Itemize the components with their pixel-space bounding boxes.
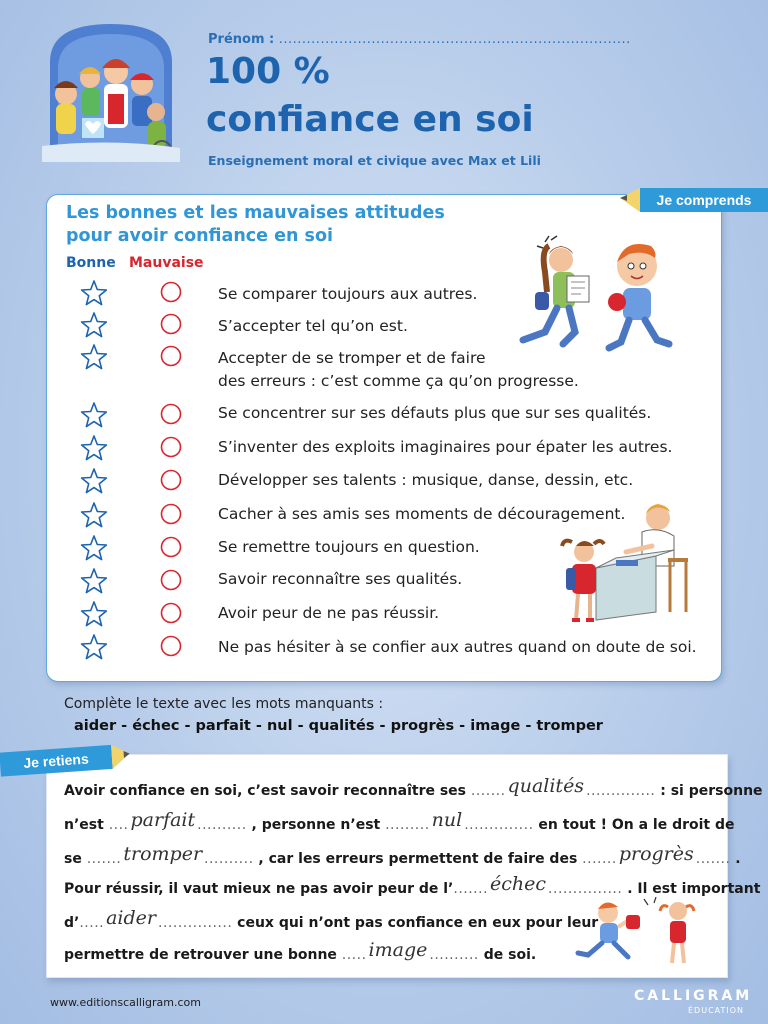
circle-checkbox-mauvaise[interactable] bbox=[160, 569, 182, 591]
star-checkbox-bonne[interactable] bbox=[80, 343, 108, 371]
star-checkbox-bonne[interactable] bbox=[80, 279, 108, 307]
exercise-line-6: permettre de retrouver une bonne ..... image .......... de soi. bbox=[64, 939, 537, 963]
star-checkbox-bonne[interactable] bbox=[80, 401, 108, 429]
star-checkbox-bonne[interactable] bbox=[80, 600, 108, 628]
star-checkbox-bonne[interactable] bbox=[80, 567, 108, 595]
page-title-line2: confiance en soi bbox=[206, 99, 534, 140]
circle-checkbox-mauvaise[interactable] bbox=[160, 345, 182, 367]
attitude-text-line2: des erreurs : c’est comme ça qu’on progresse. bbox=[218, 372, 579, 390]
circle-checkbox-mauvaise[interactable] bbox=[160, 536, 182, 558]
page-title-line1: 100 % bbox=[206, 51, 330, 92]
word-bank: aider - échec - parfait - nul - qualités - progrès - image - tromper bbox=[74, 718, 603, 734]
attitude-text: Savoir reconnaître ses qualités. bbox=[218, 570, 463, 588]
circle-checkbox-mauvaise[interactable] bbox=[160, 436, 182, 458]
je-comprends-tab bbox=[620, 186, 768, 214]
exercise-line-5: d’..... aider ............... ceux qui n’ont pas confiance en eux pour leur bbox=[64, 907, 599, 931]
prenom-field[interactable] bbox=[208, 32, 631, 47]
circle-checkbox-mauvaise[interactable] bbox=[160, 313, 182, 335]
answer-image[interactable]: image bbox=[368, 939, 428, 961]
star-checkbox-bonne[interactable] bbox=[80, 534, 108, 562]
attitude-text: Cacher à ses amis ses moments de découragement. bbox=[218, 505, 626, 523]
calligram-logo: CALLIGRAM bbox=[634, 988, 753, 1004]
girl-at-desk-illustration bbox=[556, 502, 706, 632]
column-header-mauvaise: Mauvaise bbox=[129, 255, 204, 271]
attitude-text: Accepter de se tromper et de faire bbox=[218, 349, 486, 367]
column-header-bonne: Bonne bbox=[66, 255, 116, 271]
je-comprends-label: Je comprends bbox=[656, 192, 752, 208]
page-subtitle: Enseignement moral et civique avec Max et Lili bbox=[208, 153, 541, 168]
card-title-line2: pour avoir confiance en soi bbox=[66, 226, 333, 246]
circle-checkbox-mauvaise[interactable] bbox=[160, 281, 182, 303]
answer-progres[interactable]: progrès bbox=[618, 843, 694, 865]
exercise-instruction: Complète le texte avec les mots manquants : bbox=[64, 696, 384, 712]
answer-aider[interactable]: aider bbox=[106, 907, 157, 929]
circle-checkbox-mauvaise[interactable] bbox=[160, 602, 182, 624]
header-illustration bbox=[42, 22, 180, 162]
circle-checkbox-mauvaise[interactable] bbox=[160, 635, 182, 657]
je-retiens-label: Je retiens bbox=[22, 750, 90, 772]
circle-checkbox-mauvaise[interactable] bbox=[160, 403, 182, 425]
answer-echec[interactable]: échec bbox=[490, 873, 547, 895]
answer-tromper[interactable]: tromper bbox=[123, 843, 203, 865]
star-checkbox-bonne[interactable] bbox=[80, 311, 108, 339]
exercise-line-2: n’est .... parfait .......... , personne n’est ......... nul .............. en tout ! On a le droit de bbox=[64, 809, 735, 833]
website-link[interactable]: www.editionscalligram.com bbox=[50, 996, 201, 1009]
star-checkbox-bonne[interactable] bbox=[80, 434, 108, 462]
prenom-dots: ............................................................................ bbox=[278, 32, 631, 47]
je-retiens-tab bbox=[0, 740, 135, 780]
walking-kids-illustration bbox=[505, 232, 680, 354]
star-checkbox-bonne[interactable] bbox=[80, 501, 108, 529]
attitude-text: Développer ses talents : musique, danse, dessin, etc. bbox=[218, 471, 634, 489]
jumping-kids-illustration bbox=[570, 897, 700, 967]
star-checkbox-bonne[interactable] bbox=[80, 633, 108, 661]
answer-nul[interactable]: nul bbox=[431, 809, 463, 831]
exercise-line-4: Pour réussir, il vaut mieux ne pas avoir peur de l’....... échec ............... . Il est important bbox=[64, 873, 761, 897]
attitude-text: Se comparer toujours aux autres. bbox=[218, 285, 478, 303]
exercise-line-3: se ....... tromper .......... , car les erreurs permettent de faire des ....... progrès ....... . bbox=[64, 843, 741, 867]
attitude-text: Se concentrer sur ses défauts plus que sur ses qualités. bbox=[218, 404, 652, 422]
attitude-text: Se remettre toujours en question. bbox=[218, 538, 480, 556]
calligram-logo-sub: ÉDUCATION bbox=[688, 1006, 745, 1015]
attitude-text: Avoir peur de ne pas réussir. bbox=[218, 604, 440, 622]
answer-qualites[interactable]: qualités bbox=[507, 775, 585, 797]
exercise-line-1: Avoir confiance en soi, c’est savoir reconnaître ses ....... qualités .............. : si personne bbox=[64, 775, 763, 799]
answer-parfait[interactable]: parfait bbox=[130, 809, 196, 831]
prenom-label: Prénom : bbox=[208, 32, 275, 47]
circle-checkbox-mauvaise[interactable] bbox=[160, 503, 182, 525]
circle-checkbox-mauvaise[interactable] bbox=[160, 469, 182, 491]
attitude-text: S’accepter tel qu’on est. bbox=[218, 317, 408, 335]
attitude-text: S’inventer des exploits imaginaires pour épater les autres. bbox=[218, 438, 673, 456]
attitude-text: Ne pas hésiter à se confier aux autres quand on doute de soi. bbox=[218, 638, 697, 656]
star-checkbox-bonne[interactable] bbox=[80, 467, 108, 495]
card-title-line1: Les bonnes et les mauvaises attitudes bbox=[66, 203, 445, 223]
